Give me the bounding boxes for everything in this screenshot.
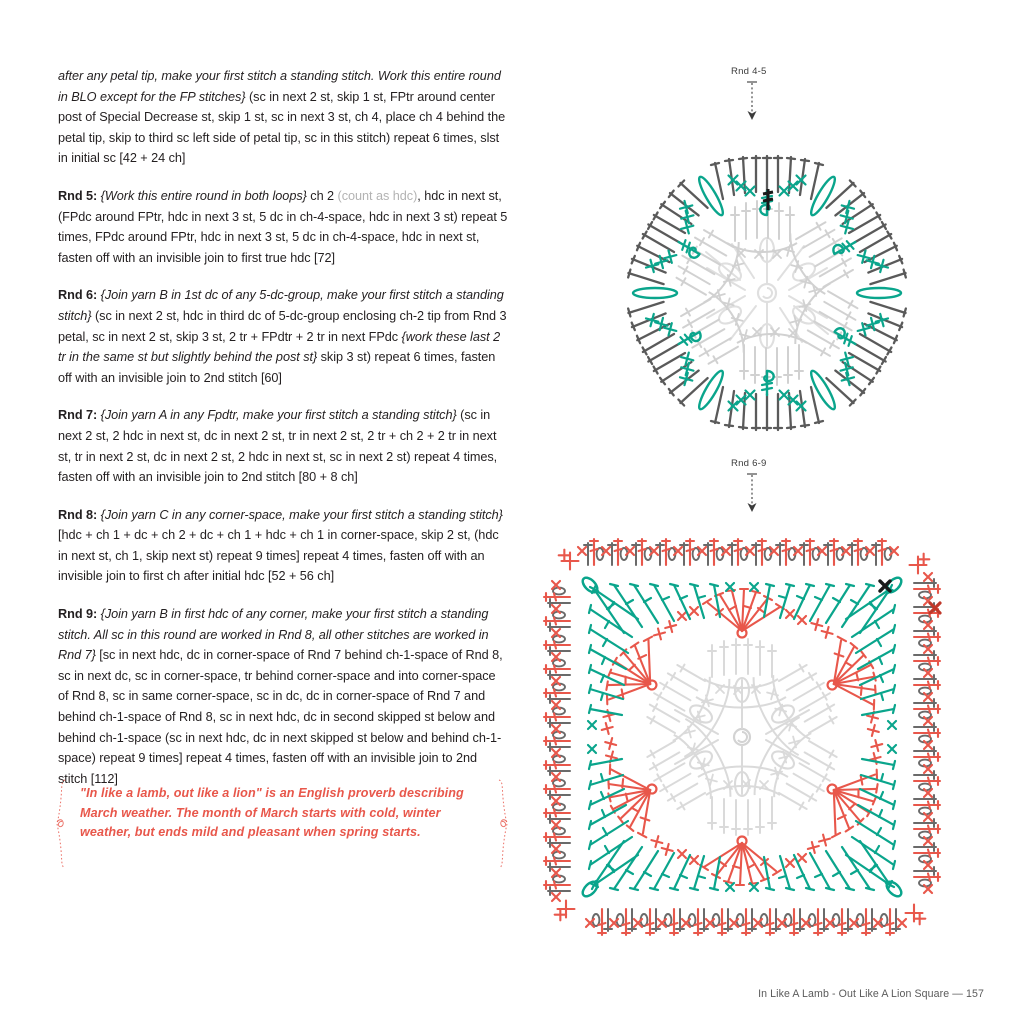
rnd5-italic-lead: {Work this entire round in both loops}	[97, 188, 307, 203]
chart-label-rnd-6-9: Rnd 6-9	[731, 458, 767, 469]
rnd6-italic-lead: {Join yarn B in 1st dc of any 5-dc-group, make your first stitch a standing stitch}	[58, 288, 504, 323]
down-arrow-icon-rnd-6-9	[742, 472, 762, 514]
rnd-9-side	[557, 539, 898, 569]
rnd5-grey-note: (count as hdc)	[337, 188, 418, 203]
rnd-9-side	[544, 581, 574, 922]
rnd6-label: Rnd 6:	[58, 288, 98, 303]
paragraph-rnd9	[58, 604, 508, 789]
rnd4-body: (sc in next 2 st, skip 1 st, FPtr around center post of Special Decrease st, skip 1 st, sc in next 3 st, ch 4, place ch 4 behind the petal tip, skip to third sc left side of petal tip, sc in this stitch) repeat 6 times, slst in initial sc [42 + 24 ch]	[58, 89, 506, 166]
chart-label-rnd-4-5: Rnd 4-5	[731, 66, 767, 77]
rnd5-body-pre: ch 2	[306, 188, 338, 203]
pattern-text-column	[58, 66, 508, 789]
rnd7-italic-lead: {Join yarn A in any Fpdtr, make your first stitch a standing stitch}	[97, 408, 457, 423]
paragraph-rnd7	[58, 405, 508, 487]
page-footer: In Like A Lamb - Out Like A Lion Square — 157	[758, 988, 984, 1000]
rnd-9-side	[910, 552, 940, 893]
rnd9-body: [sc in next hdc, dc in corner-space of Rnd 7 behind ch-1-space of Rnd 8, sc in next dc, sc in corner-space, tr behind corner-space and into corner-space of Rnd 8, sc in same corner-space, sc in dc, dc in corner-space of Rnd 7 and behind ch-1-space of Rnd 8, sc in next hdc, dc in second skipped st below and behind ch-1-space (sc in next hdc, dc in next skipped st below and behind ch-1-space) repeat 9 times] repeat 4 times, fasten off with an invisible join to 2nd stitch [112]	[58, 648, 503, 786]
rnd5-label: Rnd 5:	[58, 188, 98, 203]
proverb-callout-box	[56, 778, 508, 870]
rnd8-italic-lead: {Join yarn C in any corner-space, make your first stitch a standing stitch}	[97, 507, 503, 522]
rnd-9-side	[586, 905, 927, 935]
round-6-9-stitch-chart	[517, 512, 967, 962]
rnd-6-red-fans	[582, 589, 902, 885]
paragraph-rnd6	[58, 285, 508, 388]
rnd8-label: Rnd 8:	[58, 507, 98, 522]
rnd6-italic-mid: {work these last 2 tr in the same st but slightly behind the post st}	[58, 329, 501, 365]
round-4-5-stitch-chart	[572, 128, 962, 458]
rnd-4-teal-stitches	[633, 174, 901, 411]
rnd7-label: Rnd 7:	[58, 408, 98, 423]
right-bracket-ornament	[494, 778, 508, 870]
paragraph-rnd8	[58, 505, 508, 587]
down-arrow-icon-rnd-4-5	[742, 80, 762, 122]
rnd9-label: Rnd 9:	[58, 607, 98, 622]
proverb-text: "In like a lamb, out like a lion" is an English proverb describing March weather. The month of March starts with cold, winter weather, but ends mild and pleasant when spring starts.	[80, 786, 464, 840]
rnd-7-side	[580, 575, 638, 899]
rnd4-italic-lead: after any petal tip, make your first stitch a standing stitch. Work this entire round in BLO except for the FP stitches}	[58, 69, 501, 104]
rnd9-italic-lead: {Join yarn B in first hdc of any corner, make your first stitch a standing stitch. All sc in this round are worked in Rnd 8, all other stitches are worked in Rnd 7}	[58, 607, 489, 663]
rnd-8-grey-mesh	[548, 543, 936, 931]
left-bracket-ornament	[56, 778, 70, 870]
rnd6-body-end: skip 3 st) repeat 6 times, fasten off with an invisible join to 2nd stitch [60]	[58, 350, 496, 385]
rnd-9-red-border	[544, 539, 940, 935]
pale-grey-motif-center	[634, 639, 850, 835]
paragraph-rnd4-continued	[58, 66, 508, 169]
rnd5-body: , hdc in next st, (FPdc around FPtr, hdc in next 3 st, 5 dc in ch-4-space, hdc in next 3 st) repeat 5 times, FPdc around FPtr, hdc in next 3 st, 5 dc in ch-4-space, hdc in next st, fasten off with an invisible join to first true hdc [72]	[58, 188, 508, 265]
rnd7-body: (sc in next 2 st, 2 hdc in next st, dc in next 2 st, tr in next 2 st, 2 tr + ch 2 + 2 tr in next st, tr in next 2 st, dc in next 2 st, 2 hdc in next st, sc in next 2 st) repeat 4 times, fasten off with an invisible join to 2nd stitch [80 + 8 ch]	[58, 408, 498, 485]
paragraph-rnd5	[58, 186, 508, 268]
rnd-7-side	[846, 575, 904, 899]
pale-grey-earlier-rounds	[667, 201, 866, 385]
rnd8-body: [hdc + ch 1 + dc + ch 2 + dc + ch 1 + hdc + ch 1 in corner-space, skip 2 st, (hdc in next st, ch 1, skip next st) repeat 9 times] repeat 4 times, fasten off with an invisible join to first ch after initial hdc [52 + 56 ch]	[58, 528, 499, 584]
rnd6-body: (sc in next 2 st, hdc in third dc of 5-dc-group enclosing ch-2 tip from Rnd 3 petal, sc in next 2 st, skip 3 st, 2 tr + FPdtr + 2 tr in next FPdc	[58, 308, 507, 344]
diagram-column	[512, 0, 1020, 1020]
start-marker-top-chart	[763, 189, 773, 210]
